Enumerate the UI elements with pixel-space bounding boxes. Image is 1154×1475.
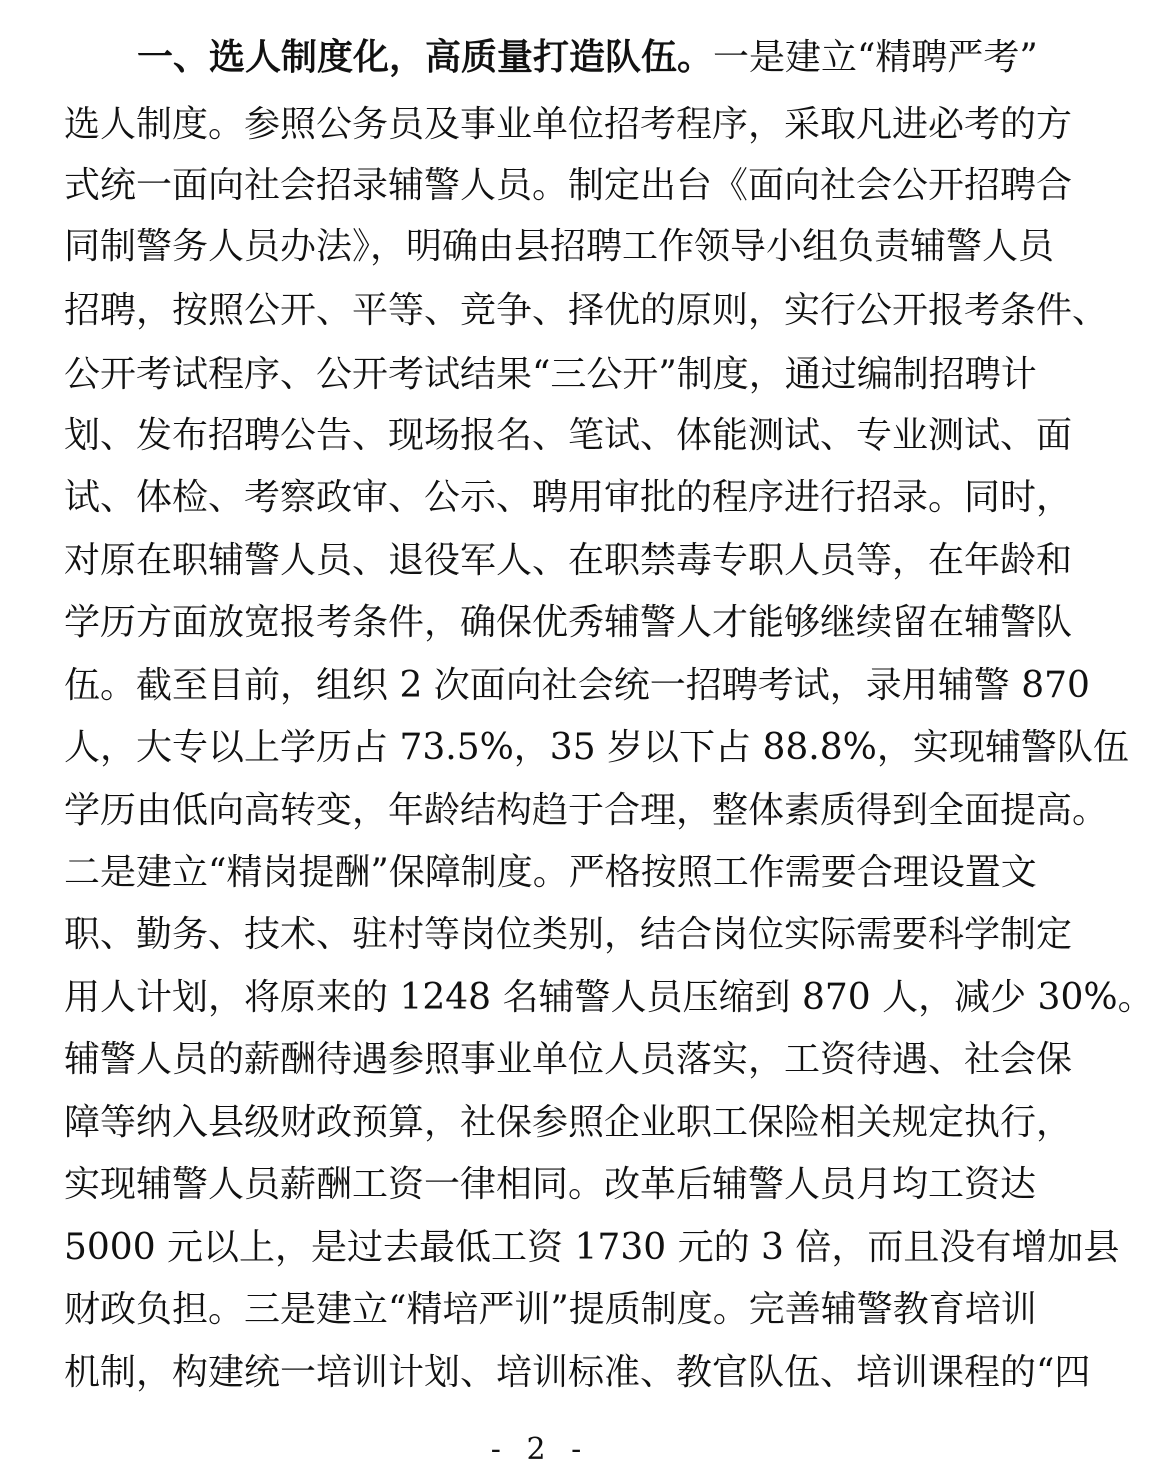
body-line: 公开考试程序、公开考试结果“三公开”制度，通过编制招聘计 [64,354,1037,395]
body-line: 5000 元以上，是过去最低工资 1730 元的 3 倍，而且没有增加县 [64,1227,1120,1268]
body-line: 同制警务人员办法》，明确由县招聘工作领导小组负责辅警人员 [64,226,1055,267]
body-line: 用人计划，将原来的 1248 名辅警人员压缩到 870 人，减少 30%。 [64,977,1154,1018]
body-line: 实现辅警人员薪酬工资一律相同。改革后辅警人员月均工资达 [64,1164,1037,1205]
body-line: 式统一面向社会招录辅警人员。制定出台《面向社会公开招聘合 [64,165,1073,206]
first-line-text: 一是建立“精聘严考” [713,37,1038,78]
body-line: 划、发布招聘公告、现场报名、笔试、体能测试、专业测试、面 [64,415,1073,456]
body-line: 学历由低向高转变，年龄结构趋于合理，整体素质得到全面提高。 [64,790,1109,831]
body-line: 二是建立“精岗提酬”保障制度。严格按照工作需要合理设置文 [64,852,1037,893]
body-line: 学历方面放宽报考条件，确保优秀辅警人才能够继续留在辅警队 [64,602,1073,643]
body-line-1 [137,34,1038,82]
body-line: 试、体检、考察政审、公示、聘用审批的程序进行招录。同时， [64,477,1073,518]
body-line: 伍。截至目前，组织 2 次面向社会统一招聘考试，录用辅警 870 [64,665,1090,706]
body-line: 选人制度。参照公务员及事业单位招考程序，采取凡进必考的方 [64,104,1073,145]
body-line: 招聘，按照公开、平等、竞争、择优的原则，实行公开报考条件、 [64,290,1109,331]
body-line: 财政负担。三是建立“精培严训”提质制度。完善辅警教育培训 [64,1289,1037,1330]
body-line: 对原在职辅警人员、退役军人、在职禁毒专职人员等，在年龄和 [64,540,1073,581]
body-line: 辅警人员的薪酬待遇参照事业单位人员落实，工资待遇、社会保 [64,1039,1073,1080]
body-line: 职、勤务、技术、驻村等岗位类别，结合岗位实际需要科学制定 [64,914,1073,955]
page-number: - 2 - [490,1432,590,1467]
body-line: 人，大专以上学历占 73.5%，35 岁以下占 88.8%，实现辅警队伍 [64,727,1129,768]
section-heading: 一、选人制度化，高质量打造队伍。 [137,37,714,78]
body-line: 机制，构建统一培训计划、培训标准、教官队伍、培训课程的“四 [64,1352,1091,1393]
body-line: 障等纳入县级财政预算，社保参照企业职工保险相关规定执行， [64,1102,1073,1143]
